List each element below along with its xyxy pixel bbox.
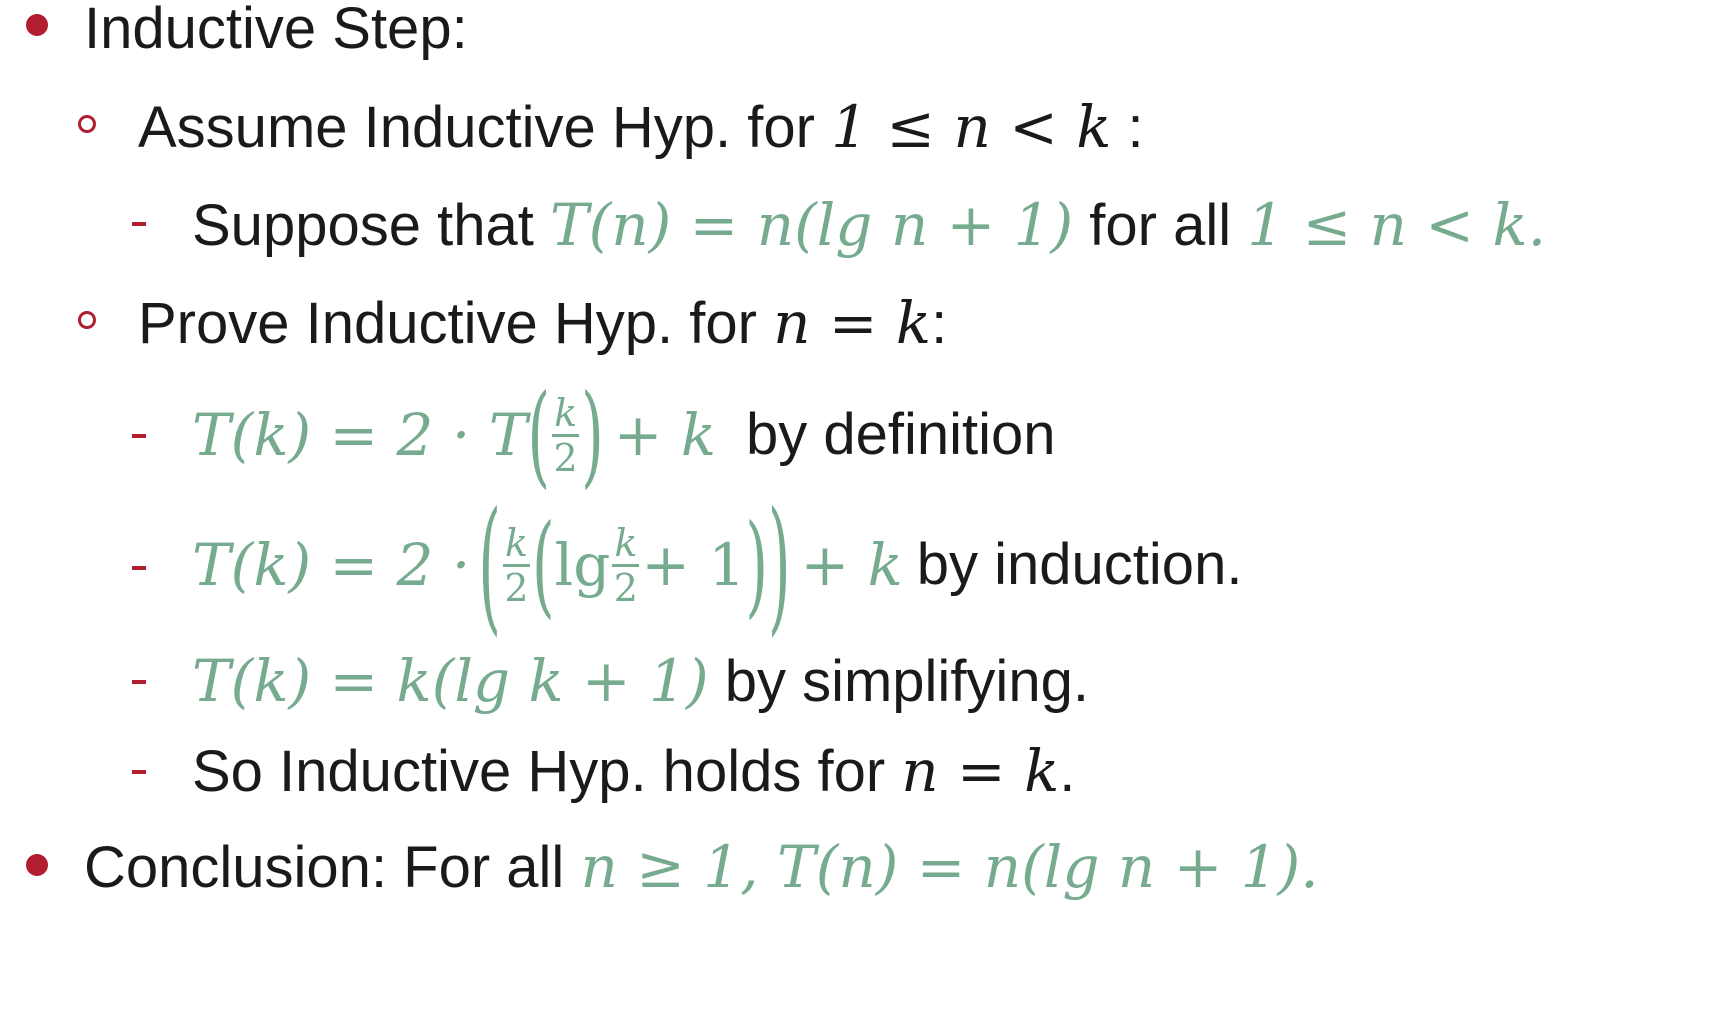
step-2-fraction-1	[503, 520, 530, 610]
step-1-paren-open: (	[527, 370, 551, 500]
step-2-fraction-2	[612, 520, 639, 610]
assume-line	[138, 93, 1144, 161]
step-1-frac-num: k	[554, 390, 578, 435]
step-2-plus-one: + 1	[641, 531, 746, 599]
dash-bullet-step-2	[132, 566, 146, 570]
step-1-line	[192, 370, 1056, 500]
step-4-line	[192, 737, 1076, 805]
suppose-middle: for all	[1089, 193, 1232, 258]
step-2-inner-paren-close: )	[745, 500, 768, 630]
step-1-math-left: T(k) = 2 · T	[192, 401, 528, 469]
step-1-note: by definition	[745, 402, 1056, 467]
assume-math: 1 ≤ n < k	[831, 93, 1112, 161]
suppose-line	[192, 191, 1547, 259]
step-4-math: n = k	[901, 737, 1060, 805]
step-2-inner-paren-open: (	[532, 500, 555, 630]
step-2-frac-1-den: 2	[504, 565, 529, 610]
conclusion-line	[84, 833, 1319, 901]
step-3-line	[192, 647, 1089, 715]
step-1-frac-den: 2	[553, 435, 578, 480]
dash-bullet-step-1	[132, 434, 146, 438]
suppose-math-2: 1 ≤ n < k.	[1247, 191, 1547, 259]
conclusion-math: n ≥ 1, T(n) = n(lg n + 1).	[580, 833, 1319, 901]
suppose-math-1: T(n) = n(lg n + 1)	[549, 191, 1074, 259]
step-2-line	[192, 480, 1243, 650]
bullet-conclusion	[26, 854, 48, 876]
bullet-inductive-step	[26, 14, 48, 36]
assume-tail: :	[1127, 95, 1144, 160]
step-1-fraction	[552, 390, 579, 480]
prove-tail: :	[931, 291, 948, 356]
step-2-frac-2-num: k	[614, 520, 638, 565]
step-2-outer-paren-open: (	[478, 480, 501, 650]
conclusion-label: Conclusion: For all	[84, 835, 565, 900]
step-4-tail: .	[1059, 739, 1076, 804]
step-1-math-right: + k	[613, 401, 716, 469]
step-4-label: So Inductive Hyp. holds for	[192, 739, 886, 804]
step-2-frac-1-num: k	[504, 520, 529, 565]
prove-label: Prove Inductive Hyp. for	[138, 291, 757, 356]
step-3-math: T(k) = k(lg k + 1)	[192, 647, 709, 715]
dash-bullet-step-3	[132, 680, 146, 684]
inductive-step-label: Inductive Step:	[84, 0, 468, 61]
step-2-math-right: + k	[800, 531, 903, 599]
step-2-lg: lg	[554, 531, 611, 599]
prove-line	[138, 289, 948, 357]
step-2-note: by induction.	[916, 532, 1243, 597]
step-2-frac-2-den: 2	[613, 565, 638, 610]
step-2-math-left: T(k) = 2 ·	[192, 531, 471, 599]
assume-label: Assume Inductive Hyp. for	[138, 95, 815, 160]
circle-bullet-assume	[78, 115, 96, 133]
step-3-note: by simplifying.	[724, 649, 1089, 714]
suppose-prefix: Suppose that	[192, 193, 534, 258]
step-2-outer-paren-close: )	[767, 480, 791, 650]
dash-bullet-step-4	[132, 770, 146, 774]
dash-bullet-suppose	[132, 222, 146, 226]
circle-bullet-prove	[78, 311, 96, 329]
step-1-paren-close: )	[581, 370, 604, 500]
prove-math: n = k	[773, 289, 932, 357]
